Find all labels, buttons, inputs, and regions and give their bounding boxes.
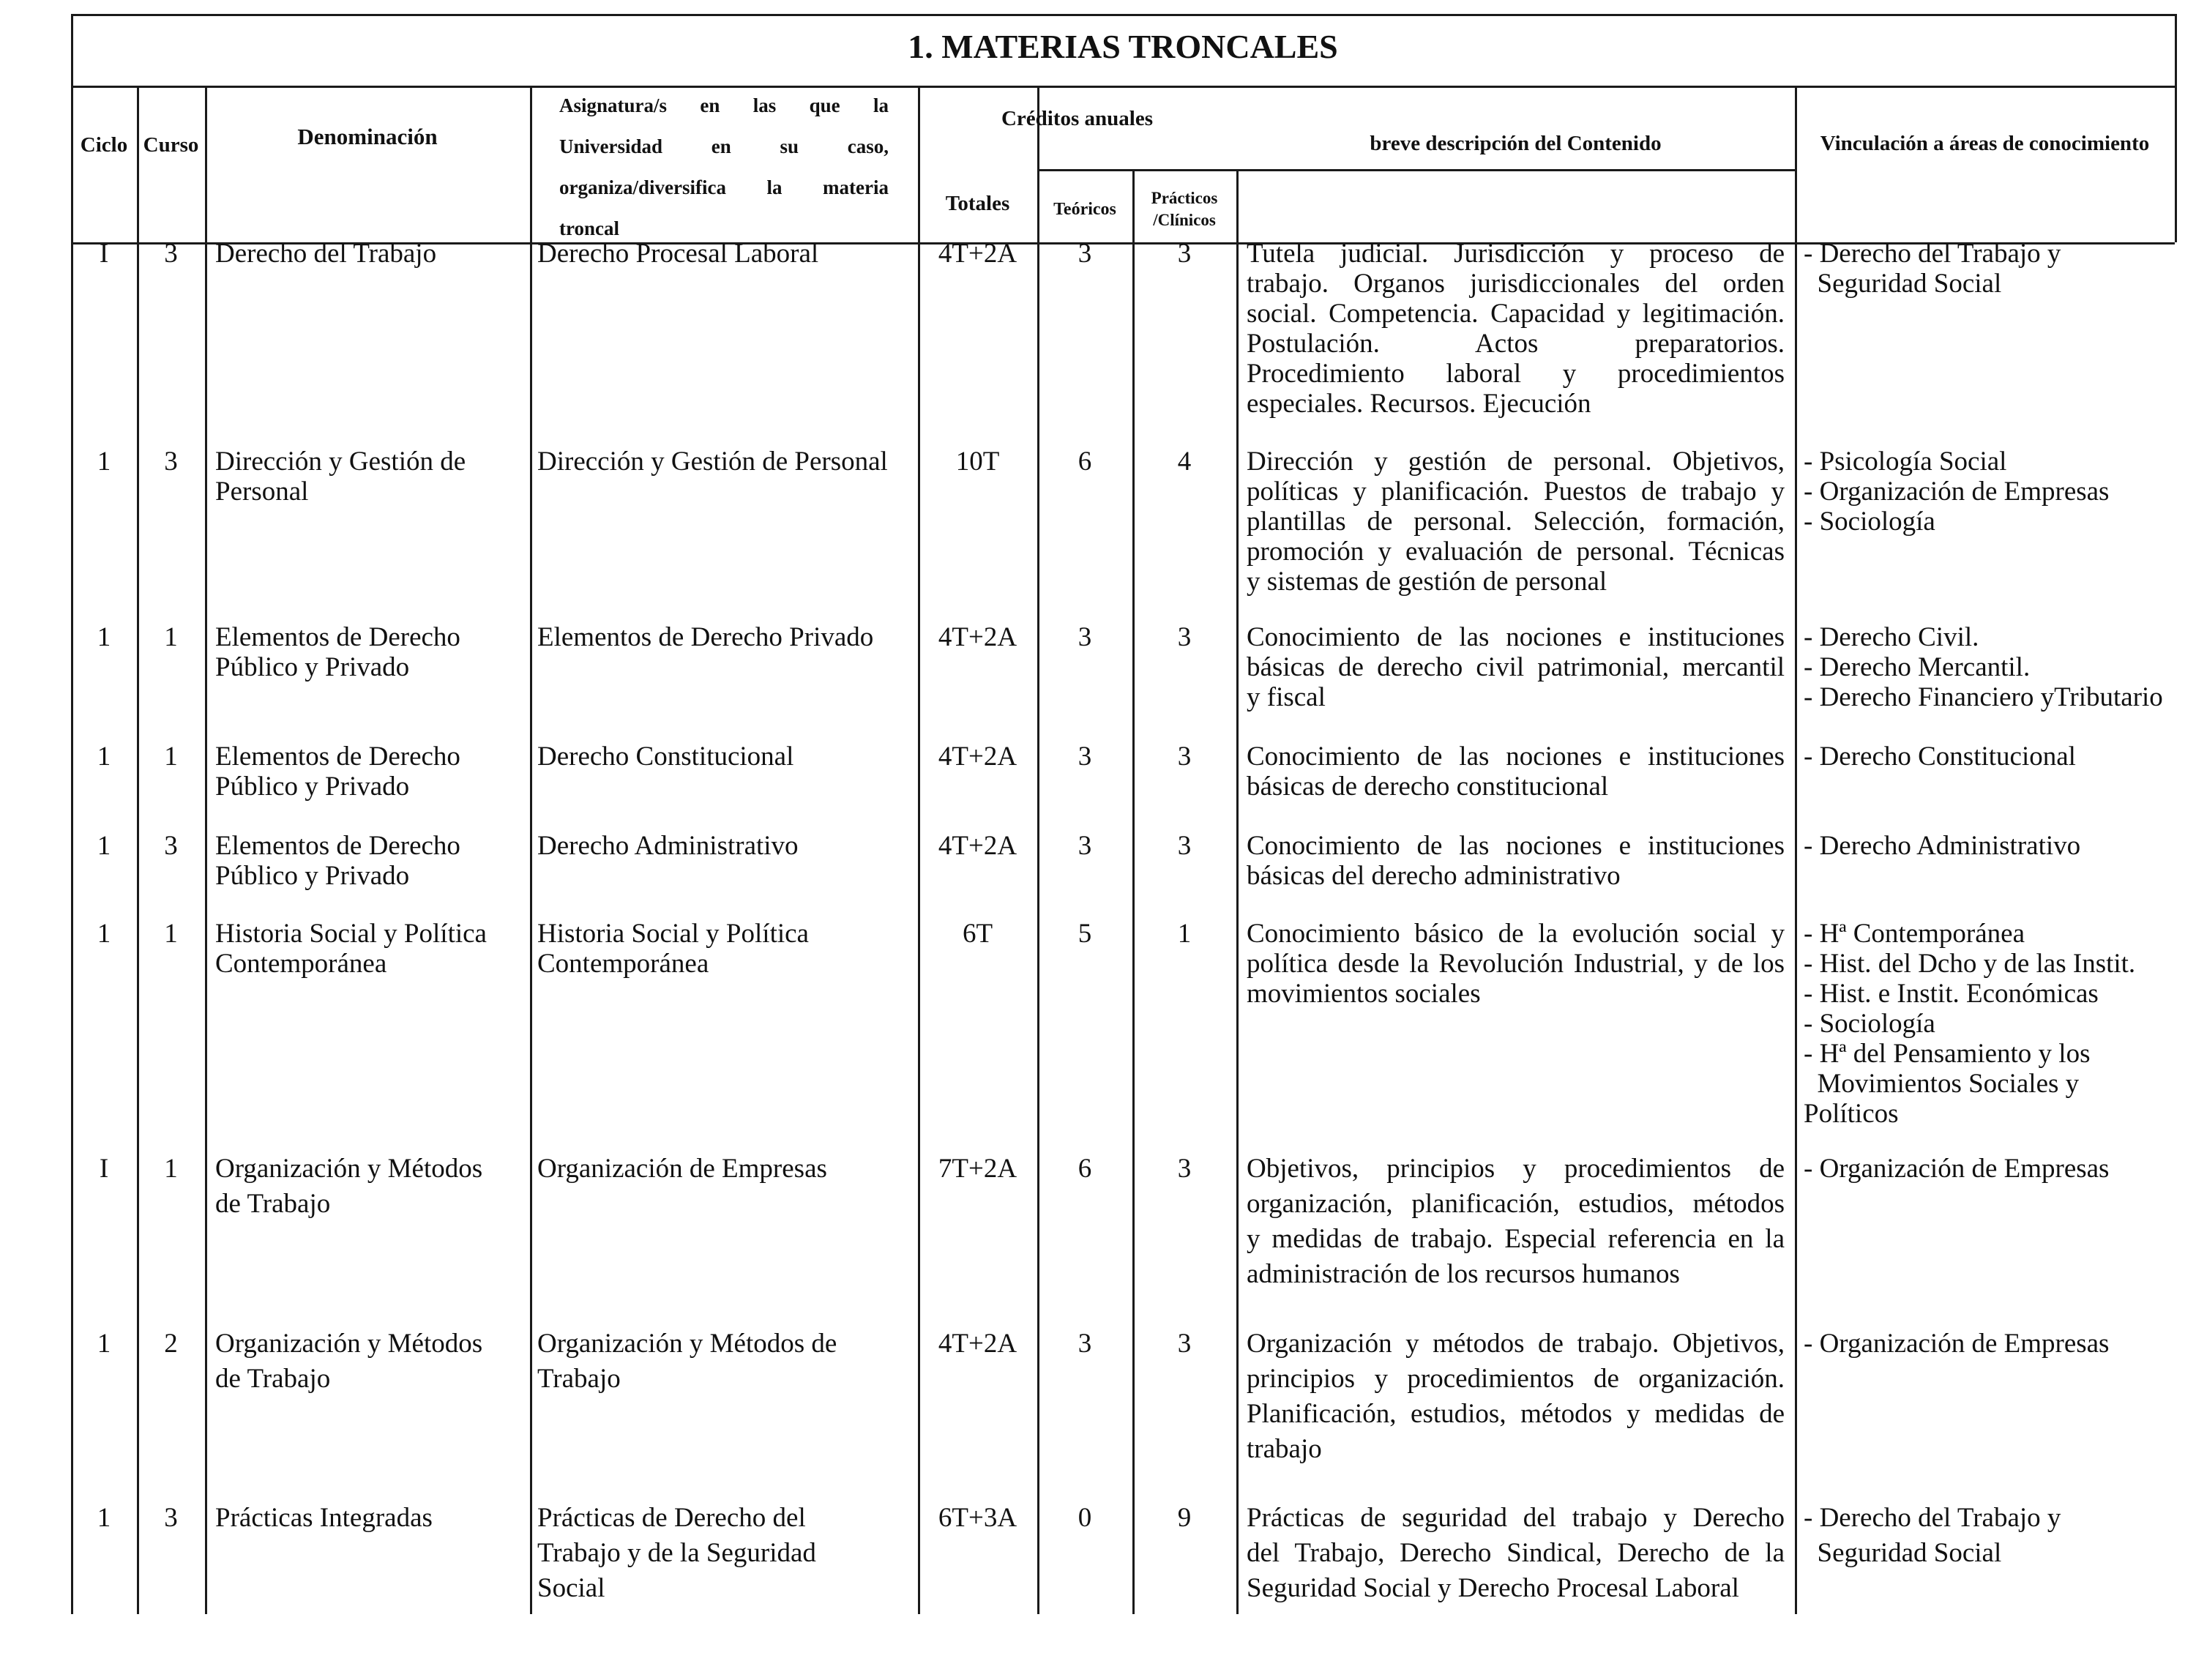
header-line: social. Competencia. Capacidad y legitimación. (1247, 299, 1785, 329)
header-line: - Derecho Administrativo (1804, 831, 2081, 861)
header-line: Organización de Empresas (537, 1154, 827, 1184)
table-cell-denominacion (215, 447, 526, 507)
table-cell-practicos: 1 (1177, 919, 1192, 949)
table-cell-vinculacion (1804, 742, 2173, 772)
table-cell-practicos: 3 (1177, 1329, 1192, 1359)
table-cell-asignatura (537, 1326, 911, 1397)
table-cell-curso: 3 (164, 831, 178, 861)
table-cell-descripcion (1247, 622, 1785, 712)
header-line: Planificación, estudios, métodos y medidas de (1247, 1399, 1785, 1429)
table-cell-teoricos: 6 (1078, 1154, 1092, 1184)
table-cell-denominacion (215, 1151, 526, 1222)
table-cell-denominacion (215, 831, 526, 891)
header-line: /Clínicos (1153, 211, 1216, 229)
header-line: Seguridad Social (1804, 269, 2002, 299)
table-cell-ciclo: I (99, 1154, 109, 1184)
header-line: trabajo (1247, 1434, 1322, 1464)
table-cell-curso: 3 (164, 447, 178, 477)
table-cell-asignatura (537, 1151, 911, 1187)
table-cell-practicos: 3 (1177, 1154, 1192, 1184)
header-line: Organización y Métodos (215, 1154, 483, 1184)
header-line: - Hist. e Instit. Económicas (1804, 979, 2099, 1009)
header-line: Público y Privado (215, 861, 410, 891)
header-line: Elementos de Derecho (215, 622, 460, 652)
table-cell-vinculacion (1804, 622, 2173, 712)
column-divider (205, 86, 207, 1614)
table-cell-ciclo: 1 (97, 742, 111, 772)
header-line: - Derecho del Trabajo y (1804, 239, 2061, 269)
header-line: organiza/diversifica la materia (559, 176, 889, 198)
header-line: Postulación. Actos preparatorios. (1247, 329, 1785, 359)
table-cell-teoricos: 5 (1078, 919, 1092, 949)
table-cell-descripcion (1247, 1326, 1785, 1467)
header-line: - Hª Contemporánea (1804, 919, 2025, 949)
header-line: Procedimiento laboral y procedimientos (1247, 359, 1785, 389)
header-line: Asignatura/s en las que la (559, 94, 889, 116)
header-line: del Trabajo, Derecho Sindical, Derecho de la (1247, 1538, 1785, 1568)
header-line: Derecho Administrativo (537, 831, 799, 861)
header-line: organización, planificación, estudios, métodos (1247, 1189, 1785, 1219)
header-line: especiales. Recursos. Ejecución (1247, 389, 1591, 419)
header-practicos (1132, 187, 1236, 231)
table-cell-ciclo: 1 (97, 447, 111, 477)
header-line: Elementos de Derecho Privado (537, 622, 874, 652)
header-line: movimientos sociales (1247, 979, 1481, 1009)
table-cell-curso: 1 (164, 919, 178, 949)
header-line: principios y procedimientos de organización. (1247, 1364, 1785, 1394)
header-line: política desde la Revolución Industrial, y de los (1247, 949, 1785, 979)
header-line: Políticos (1804, 1099, 1899, 1129)
header-line: - Derecho Mercantil. (1804, 652, 2031, 682)
table-cell-teoricos: 3 (1078, 1329, 1092, 1359)
table-cell-ciclo: 1 (97, 831, 111, 861)
table-cell-asignatura (537, 622, 911, 652)
column-divider (1132, 169, 1135, 1614)
header-line: Derecho Procesal Laboral (537, 239, 819, 269)
table-cell-vinculacion (1804, 919, 2173, 1129)
header-line: - Sociología (1804, 507, 1935, 537)
header-line: Seguridad Social y Derecho Procesal Laboral (1247, 1573, 1739, 1603)
table-border-right (2175, 14, 2177, 242)
table-cell-totales: 4T+2A (938, 622, 1017, 652)
header-line: Prácticas de Derecho del (537, 1503, 806, 1533)
header-line: - Organización de Empresas (1804, 477, 2110, 507)
header-line: - Derecho Financiero yTributario (1804, 682, 2163, 712)
table-cell-descripcion (1247, 447, 1785, 597)
header-line: Objetivos, principios y procedimientos de (1247, 1154, 1785, 1184)
table-cell-totales: 6T (962, 919, 993, 949)
table-cell-curso: 3 (164, 239, 178, 269)
header-line: Prácticas de seguridad del trabajo y Derecho (1247, 1503, 1785, 1533)
header-line: básicas de derecho constitucional (1247, 772, 1609, 802)
table-cell-asignatura (537, 447, 911, 477)
header-line: - Sociología (1804, 1009, 1935, 1039)
table-cell-vinculacion (1804, 1326, 2173, 1362)
table-cell-totales: 4T+2A (938, 742, 1017, 772)
header-line: administración de los recursos humanos (1247, 1259, 1680, 1289)
header-line: y medidas de trabajo. Especial referencia en la (1247, 1224, 1785, 1254)
column-divider (1236, 169, 1239, 1614)
table-cell-totales: 4T+2A (938, 1329, 1017, 1359)
table-cell-vinculacion (1804, 1501, 2173, 1571)
header-line: Tutela judicial. Jurisdicción y proceso de (1247, 239, 1785, 269)
table-cell-descripcion (1247, 239, 1785, 419)
table-cell-teoricos: 3 (1078, 831, 1092, 861)
table-cell-totales: 4T+2A (938, 831, 1017, 861)
header-creditos: Créditos anuales (1001, 107, 1154, 130)
header-line: Conocimiento de las nociones e instituciones (1247, 622, 1785, 652)
header-line: Dirección y gestión de personal. Objetivos, (1247, 447, 1785, 477)
table-cell-asignatura (537, 919, 911, 979)
header-line: Contemporánea (215, 949, 387, 979)
table-cell-practicos: 4 (1177, 447, 1192, 477)
table-cell-totales: 10T (955, 447, 1000, 477)
header-line: Elementos de Derecho (215, 831, 460, 861)
table-cell-denominacion (215, 1501, 526, 1536)
table-cell-teoricos: 3 (1078, 622, 1092, 652)
header-asignatura (559, 85, 889, 249)
header-line: promoción y evaluación de personal. Técnicas (1247, 537, 1785, 567)
header-line: Personal (215, 477, 309, 507)
column-divider (1795, 86, 1797, 1614)
table-cell-ciclo: 1 (97, 919, 111, 949)
header-line: Movimientos Sociales y (1804, 1069, 2080, 1099)
header-line: básicas de derecho civil patrimonial, mercantil (1247, 652, 1785, 682)
table-cell-ciclo: I (99, 239, 109, 269)
header-line: de Trabajo (215, 1189, 331, 1219)
header-line: - Hist. del Dcho y de las Instit. (1804, 949, 2136, 979)
table-cell-ciclo: 1 (97, 622, 111, 652)
header-line: Derecho del Trabajo (215, 239, 437, 269)
table-cell-teoricos: 0 (1078, 1503, 1092, 1533)
header-line: Contemporánea (537, 949, 709, 979)
header-teoricos: Teóricos (1053, 200, 1116, 219)
header-line: Derecho Constitucional (537, 742, 794, 772)
header-line: - Organización de Empresas (1804, 1154, 2110, 1184)
header-line: - Derecho del Trabajo y (1804, 1503, 2061, 1533)
table-cell-asignatura (537, 1501, 911, 1606)
table-cell-practicos: 3 (1177, 239, 1192, 269)
table-cell-descripcion (1247, 742, 1785, 802)
table-cell-practicos: 3 (1177, 622, 1192, 652)
table-cell-practicos: 9 (1177, 1503, 1192, 1533)
table-cell-practicos: 3 (1177, 831, 1192, 861)
header-line: troncal (559, 217, 619, 239)
table-cell-denominacion (215, 1326, 526, 1397)
header-denominacion: Denominación (297, 124, 438, 149)
table-cell-totales: 6T+3A (938, 1503, 1017, 1533)
header-line: Universidad en su caso, (559, 135, 889, 157)
header-line: - Derecho Civil. (1804, 622, 1979, 652)
header-ciclo: Ciclo (80, 133, 128, 157)
table-cell-descripcion (1247, 831, 1785, 891)
table-cell-denominacion (215, 622, 526, 682)
table-cell-vinculacion (1804, 447, 2173, 537)
table-cell-descripcion (1247, 919, 1785, 1009)
table-cell-vinculacion (1804, 1151, 2173, 1187)
table-cell-totales: 4T+2A (938, 239, 1017, 269)
header-line: Social (537, 1573, 605, 1603)
table-cell-asignatura (537, 742, 911, 772)
header-totales: Totales (945, 192, 1010, 215)
header-line: Trabajo (537, 1364, 621, 1394)
header-line: Historia Social y Política (215, 919, 487, 949)
header-line: Historia Social y Política (537, 919, 809, 949)
header-line: Conocimiento de las nociones e instituciones (1247, 742, 1785, 772)
header-line: Organización y Métodos de (537, 1329, 837, 1359)
table-cell-asignatura (537, 831, 911, 861)
table-cell-curso: 2 (164, 1329, 178, 1359)
table-cell-teoricos: 3 (1078, 239, 1092, 269)
table-cell-vinculacion (1804, 239, 2173, 299)
title-rule (71, 86, 2175, 88)
page-title: 1. MATERIAS TRONCALES (908, 28, 1338, 65)
column-divider (530, 86, 532, 1614)
table-cell-denominacion (215, 742, 526, 802)
header-line: trabajo. Organos jurisdiccionales del orden (1247, 269, 1785, 299)
header-line: Dirección y Gestión de Personal (537, 447, 888, 477)
table-cell-denominacion (215, 239, 526, 269)
header-line: Organización y métodos de trabajo. Objetivos, (1247, 1329, 1785, 1359)
header-line: y fiscal (1247, 682, 1326, 712)
table-cell-practicos: 3 (1177, 742, 1192, 772)
header-line: de Trabajo (215, 1364, 331, 1394)
table-cell-asignatura (537, 239, 911, 269)
header-line: Público y Privado (215, 652, 410, 682)
header-line: y sistemas de gestión de personal (1247, 567, 1607, 597)
header-line: Público y Privado (215, 772, 410, 802)
table-cell-curso: 1 (164, 742, 178, 772)
header-line: Conocimiento básico de la evolución social y (1247, 919, 1785, 949)
header-descripcion: breve descripción del Contenido (1370, 132, 1662, 155)
header-line: Prácticas Integradas (215, 1503, 433, 1533)
header-line: plantillas de personal. Selección, formación, (1247, 507, 1785, 537)
header-line: básicas del derecho administrativo (1247, 861, 1621, 891)
header-line: políticas y planificación. Puestos de trabajo y (1247, 477, 1785, 507)
header-curso: Curso (143, 133, 199, 157)
header-line: - Hª del Pensamiento y los (1804, 1039, 2091, 1069)
table-cell-descripcion (1247, 1151, 1785, 1292)
table-cell-descripcion (1247, 1501, 1785, 1606)
table-cell-curso: 3 (164, 1503, 178, 1533)
header-line: Seguridad Social (1804, 1538, 2002, 1568)
header-line: Elementos de Derecho (215, 742, 460, 772)
table-cell-teoricos: 6 (1078, 447, 1092, 477)
table-cell-denominacion (215, 919, 526, 979)
header-line: - Organización de Empresas (1804, 1329, 2110, 1359)
header-line: Prácticos (1151, 189, 1218, 207)
header-line: Conocimiento de las nociones e instituciones (1247, 831, 1785, 861)
header-line: - Psicología Social (1804, 447, 2007, 477)
table-cell-curso: 1 (164, 1154, 178, 1184)
header-line: Dirección y Gestión de (215, 447, 466, 477)
table-cell-vinculacion (1804, 831, 2173, 861)
table-cell-curso: 1 (164, 622, 178, 652)
table-cell-ciclo: 1 (97, 1503, 111, 1533)
header-line: - Derecho Constitucional (1804, 742, 2076, 772)
table-cell-totales: 7T+2A (938, 1154, 1017, 1184)
table-border-top (71, 14, 2175, 16)
header-line: Trabajo y de la Seguridad (537, 1538, 816, 1568)
header-vinculacion: Vinculación a áreas de conocimiento (1820, 132, 2150, 155)
header-line: Organización y Métodos (215, 1329, 483, 1359)
creditos-subrule (1037, 169, 1795, 171)
table-cell-teoricos: 3 (1078, 742, 1092, 772)
table-cell-ciclo: 1 (97, 1329, 111, 1359)
